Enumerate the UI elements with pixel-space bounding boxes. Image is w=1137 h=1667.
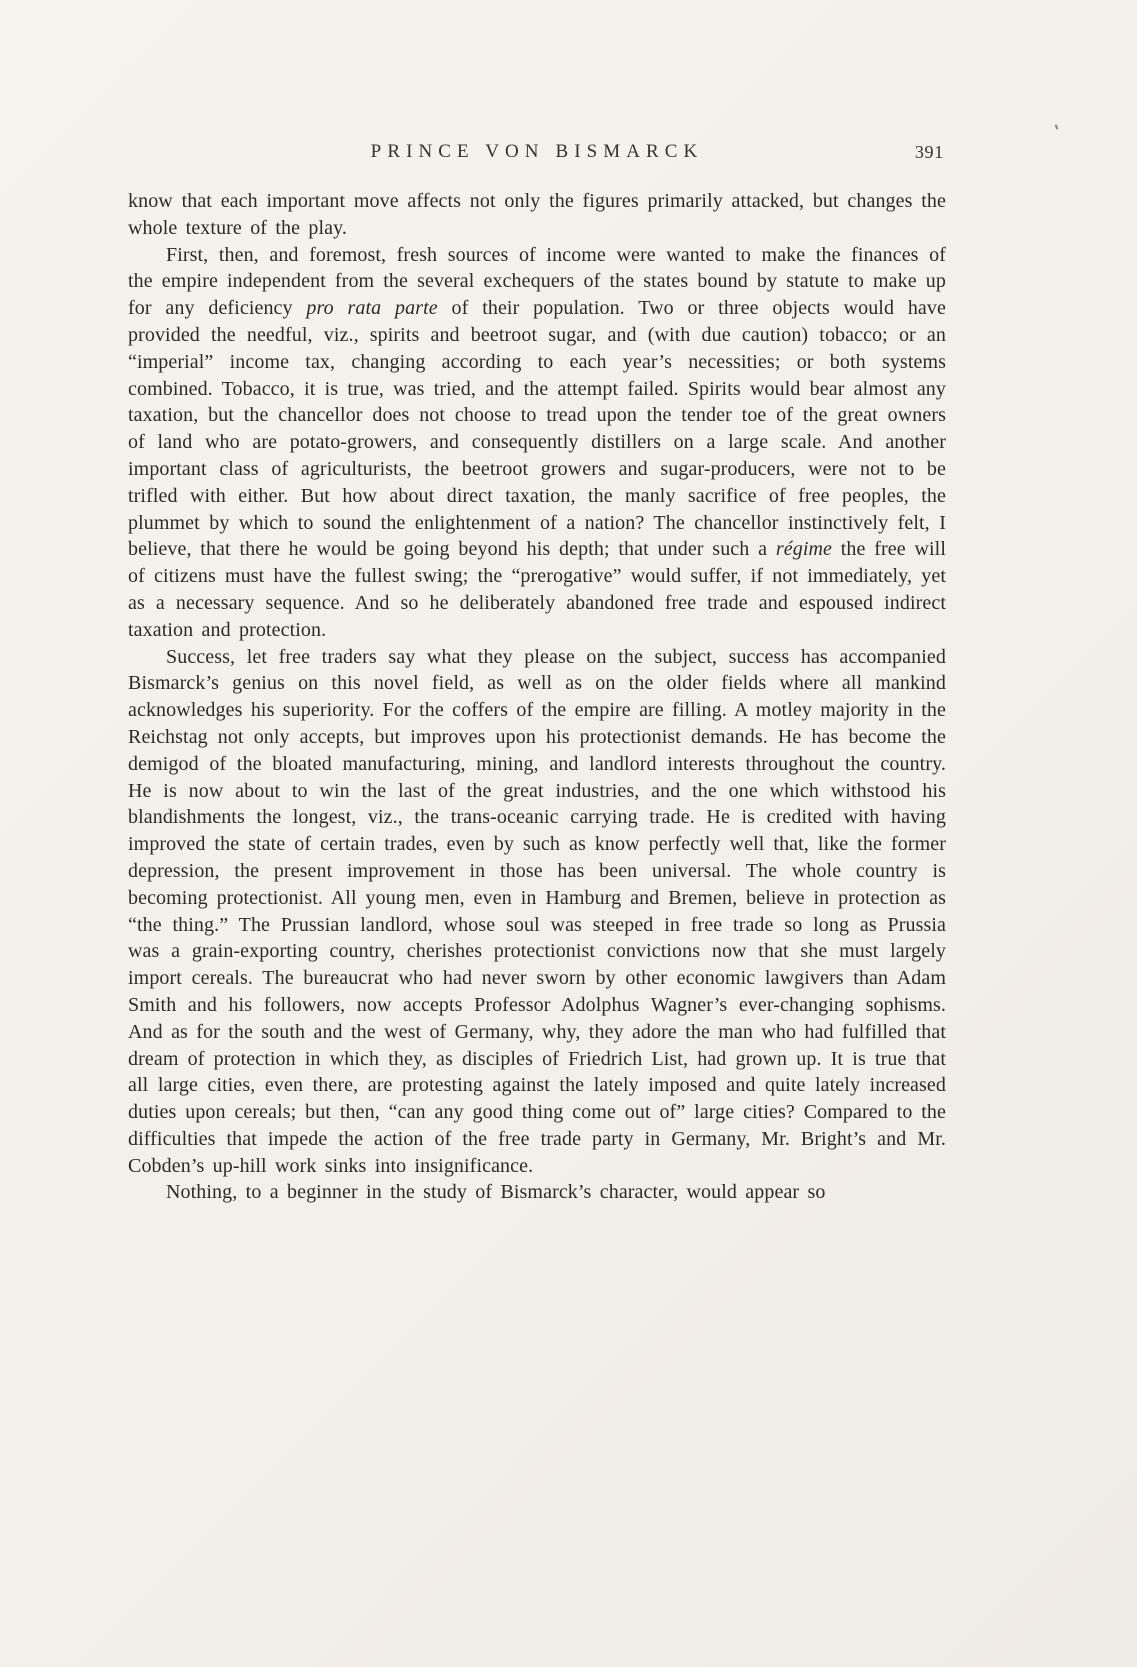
paragraph — [128, 1179, 946, 1206]
text-segment: the free will of citizens must have the fullest swing; the “prerogative” would suffer, if not immediately, yet as a necessary sequence. And so he deliberately abandoned free trade and espoused indirect taxation and protection. — [128, 538, 946, 641]
italic-text-segment: régime — [775, 538, 832, 561]
page-content — [128, 141, 946, 1206]
text-segment: First, then, and foremost, fresh sources of income were wanted to make the finances of the empire independent from the several exchequers of the states bound by statute to make up for any deficiency — [128, 243, 946, 320]
paragraph — [128, 644, 946, 1180]
page-number: 391 — [914, 142, 944, 162]
text-segment: Success, let free traders say what they please on the subject, success has accompanied Bismarck’s genius on this novel field, as well as on the older fields where all mankind acknowledges his superiority. For the coffers of the empire are filling. A motley majority in the Reichstag not only accepts, but improves upon his protectionist demands. He has become the demigod of the bloated manufacturing, mining, and landlord interests throughout the country. He is now about to win the last of the great industries, and the one which withstood his blandishments the longest, viz., the trans-oceanic carrying trade. He is credited with having improved the state of certain trades, even by such as know perfectly well that, like the former depression, the present improvement in those has been universal. The whole country is becoming protectionist. All young men, even in Hamburg and Bremen, believe in protection as “the thing.” The Prussian landlord, whose soul was steeped in free trade so long as Prussia was a grain-exporting country, cherishes protectionist convictions now that she must largely import cereals. The bureaucrat who had never sworn by other economic lawgivers than Adam Smith and his followers, now accepts Professor Adolphus Wagner’s ever-changing sophisms. And as for the south and the west of Germany, why, they adore the man who had fulfilled that dream of protection in which they, as disciples of Friedrich List, had grown up. It is true that all large cities, even there, are protesting against the lately imposed and quite lately increased duties upon cereals; but then, “can any good thing come out of” large cities? Compared to the difficulties that impede the action of the free trade party in Germany, Mr. Bright’s and Mr. Cobden’s up-hill work sinks into insignificance. — [128, 645, 946, 1177]
text-segment: know that each important move affects not only the figures primarily attacked, but changes the whole texture of the play. — [128, 190, 946, 239]
italic-text-segment: pro rata parte — [306, 297, 438, 320]
paragraph — [128, 188, 946, 242]
paragraph — [128, 242, 946, 644]
scan-speck-artifact — [1055, 124, 1059, 129]
page-body — [128, 188, 946, 1206]
running-header-title: PRINCE VON BISMARCK — [370, 141, 704, 162]
text-segment: Nothing, to a beginner in the study of Bismarck’s character, would appear so — [166, 1181, 826, 1204]
running-header — [128, 141, 946, 171]
text-segment: of their population. Two or three objects would have provided the needful, viz., spirits and beetroot sugar, and (with due caution) tobacco; or an “imperial” income tax, changing according to each year’s necessities; or both systems combined. Tobacco, it is true, was tried, and the attempt failed. Spirits would bear almost any taxation, but the chancellor does not choose to tread upon the tender toe of the great owners of land who are potato-growers, and consequently distillers on a large scale. And another important class of agriculturists, the beetroot growers and sugar-producers, were not to be trifled with either. But how about direct taxation, the manly sacrifice of free peoples, the plummet by which to sound the enlightenment of a nation? The chancellor instinctively felt, I believe, that there he would be going beyond his depth; that under such a — [128, 297, 946, 561]
